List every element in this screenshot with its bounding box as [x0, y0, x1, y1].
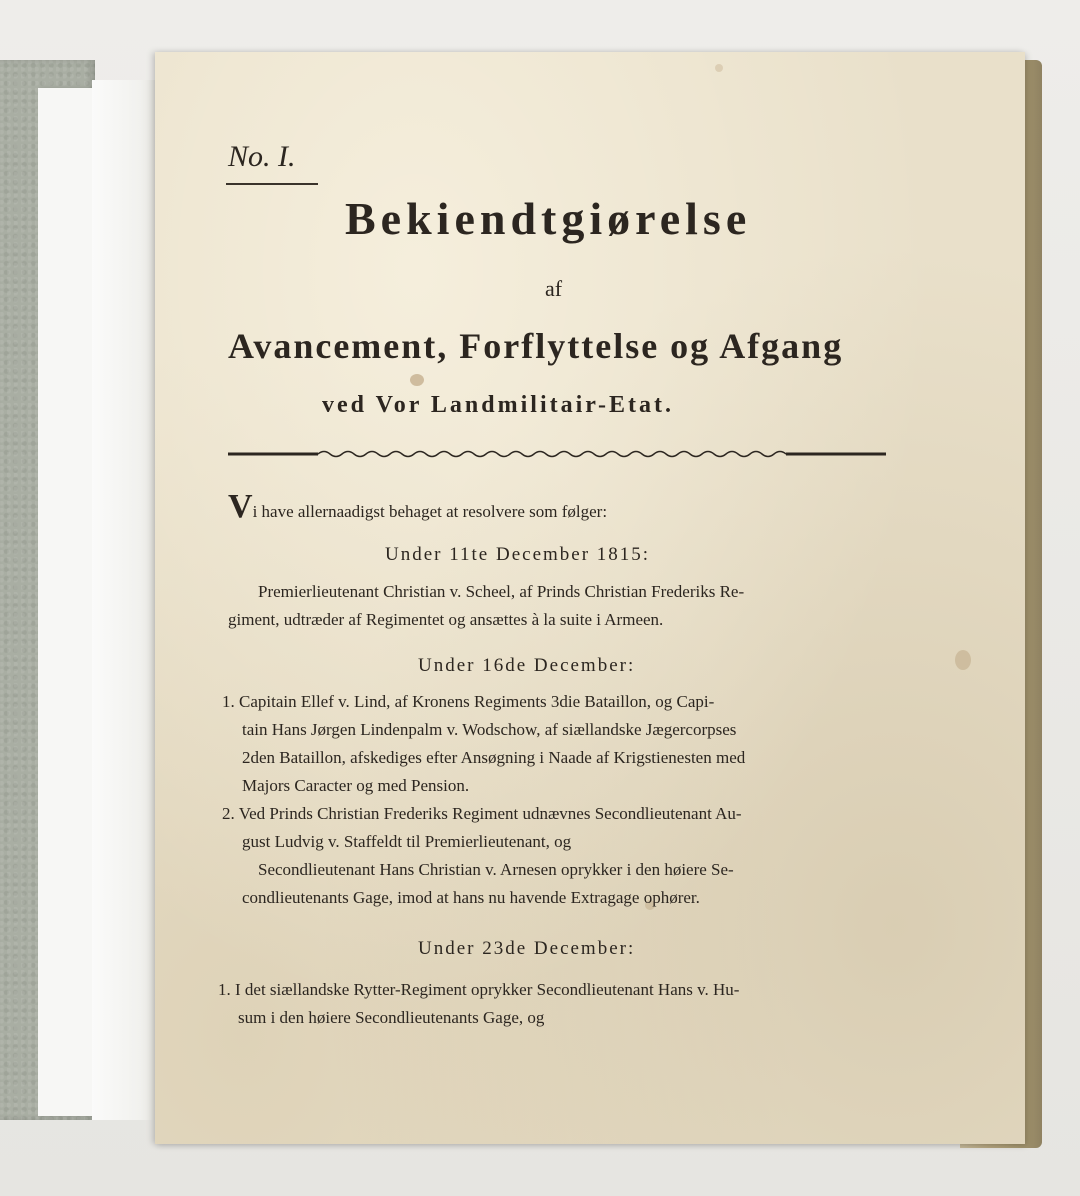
drop-cap: V	[228, 488, 253, 525]
section-heading: Under 11te December 1815:	[385, 544, 651, 565]
intro-line	[228, 488, 607, 526]
foxing-spot	[955, 650, 971, 670]
section-line: giment, udtræder af Regimentet og ansættes à la suite i Armeen.	[228, 610, 664, 629]
document-subtitle: Avancement, Forflyttelse og Afgang	[228, 326, 844, 366]
document-title: Bekiendtgiørelse	[345, 193, 752, 244]
number-underline	[226, 183, 318, 185]
section-heading: Under 23de December:	[418, 938, 636, 959]
flyleaf	[38, 88, 98, 1116]
section-heading: Under 16de December:	[418, 655, 636, 676]
section-line: Secondlieutenant Hans Christian v. Arnesen oprykker i den høiere Se-	[258, 860, 734, 879]
section-line: 2. Ved Prinds Christian Frederiks Regiment udnævnes Secondlieutenant Au-	[222, 804, 742, 823]
section-line: Premierlieutenant Christian v. Scheel, af Prinds Christian Frederiks Re-	[258, 582, 745, 601]
section-line: 1. Capitain Ellef v. Lind, af Kronens Regiments 3die Bataillon, og Capi-	[222, 692, 715, 711]
section-line: sum i den høiere Secondlieutenants Gage, og	[238, 1008, 545, 1027]
foxing-spot	[715, 64, 723, 72]
section-line: tain Hans Jørgen Lindenpalm v. Wodschow, af siællandske Jægercorpses	[242, 720, 737, 739]
title-connector: af	[545, 276, 563, 301]
section-line: gust Ludvig v. Staffeldt til Premierlieutenant, og	[242, 832, 572, 851]
section-line: 1. I det siællandske Rytter-Regiment oprykker Secondlieutenant Hans v. Hu-	[218, 980, 740, 999]
document-number: No. I.	[228, 140, 296, 173]
intro-text: i have allernaadigst behaget at resolvere som følger:	[252, 502, 608, 521]
section-line: Majors Caracter og med Pension.	[242, 776, 470, 795]
document-subtitle-2: ved Vor Landmilitair-Etat.	[322, 392, 675, 418]
foxing-spot	[410, 374, 424, 386]
ornamental-rule	[228, 448, 886, 460]
section-line: condlieutenants Gage, imod at hans nu havende Extragage ophører.	[242, 888, 700, 907]
section-line: 2den Bataillon, afskediges efter Ansøgning i Naade af Krigstienesten med	[242, 748, 746, 767]
